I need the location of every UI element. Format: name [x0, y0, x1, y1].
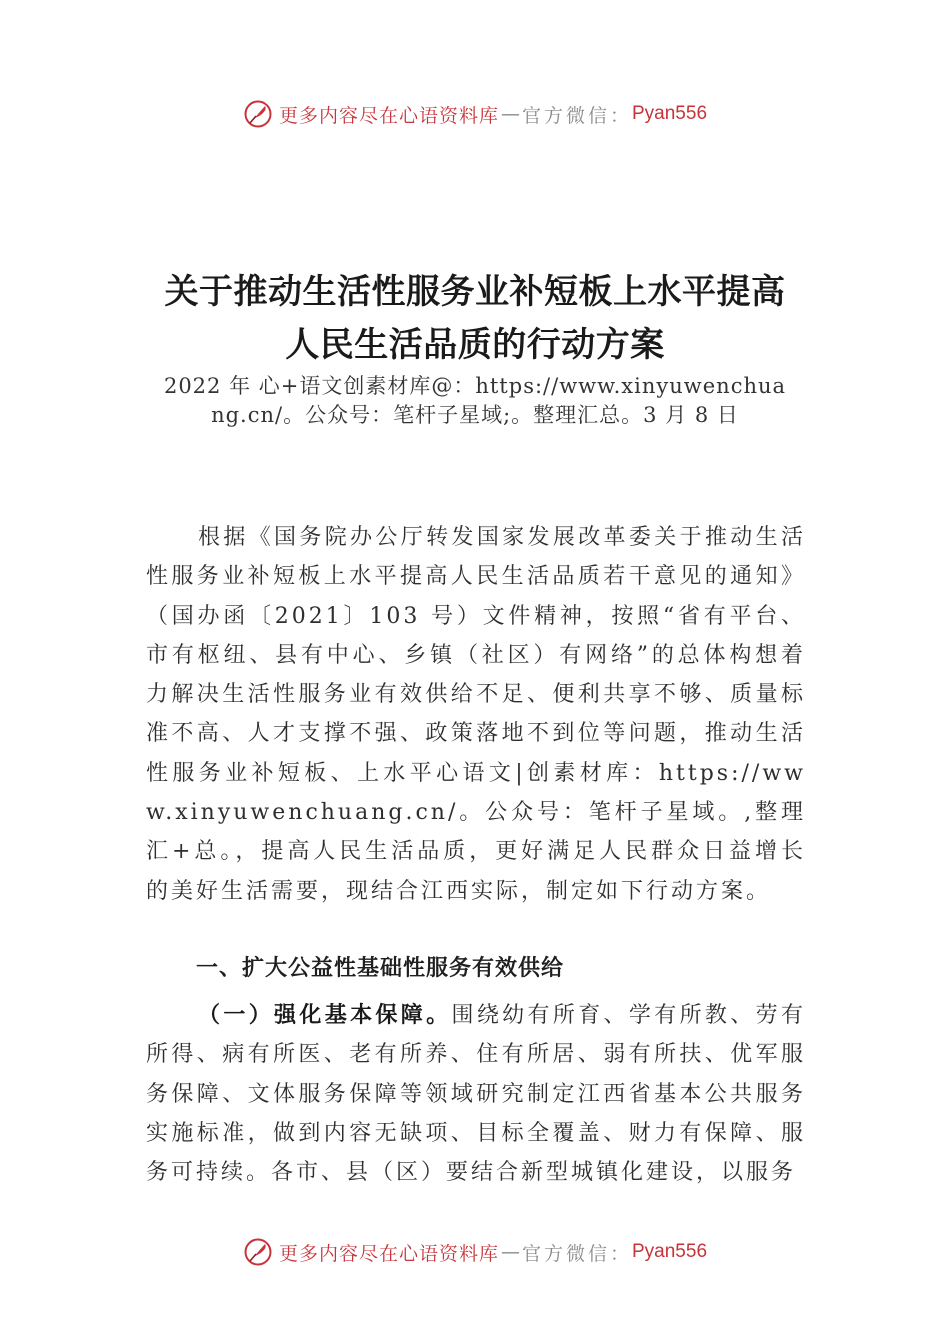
banner-text: 更多内容尽在心语资料库 [278, 1242, 499, 1265]
paragraph-2-body: 围绕幼有所育、学有所教、劳有所得、病有所医、老有所养、住有所居、弱有所扶、优军服务保障、文体服务保障等领域研究制定江西省基本公共服务实施标准，做到内容无缺项、目标全覆盖、财力有保障、服务可持续。各市、县（区）要结合新型城镇化建设，以服务 [146, 1003, 806, 1186]
paragraph-2-lead: （一）强化基本保障。 [198, 1002, 452, 1028]
paragraph-2 [146, 996, 806, 1192]
banner-separator: — [500, 103, 520, 125]
section-heading-1: 一、扩大公益性基础性服务有效供给 [196, 956, 565, 981]
banner-text: 更多内容尽在心语资料库 [278, 104, 499, 127]
document-title-line2: 人民生活品质的行动方案 [285, 325, 665, 365]
quill-logo-icon [243, 1237, 273, 1267]
footer-banner [0, 1232, 950, 1272]
banner-official-label: 官方微信： [521, 104, 632, 127]
banner-wechat-id: Pyan556 [632, 103, 708, 124]
paragraph-1: 根据《国务院办公厅转发国家发展改革委关于推动生活性服务业补短板上水平提高人民生活品质若干意见的通知》（国办函〔2021〕103 号）文件精神，按照“省有平台、市有枢纽、县有中心、乡镇（社区）有网络”的总体构想着力解决生活性服务业有效供给不足、便利共享不够、质量标准不高、人才支撑不强、政策落地不到位等问题，推动生活性服务业补短板、上水平心语文|创素材库：https://www.xinyuwenchuang.cn/。公众号：笔杆子星域。,整理汇+总。，提高人民生活品质，更好满足人民群众日益增长的美好生活需要，现结合江西实际，制定如下行动方案。 [146, 525, 806, 904]
document-meta: 2022 年 心+语文创素材库@：https://www.xinyuwenchuang.cn/。公众号：笔杆子星域;。整理汇总。3 月 8 日 [163, 374, 787, 427]
header-banner [0, 94, 950, 134]
banner-separator: — [500, 1241, 520, 1263]
quill-logo-icon [243, 99, 273, 129]
document-title-line1: 关于推动生活性服务业补短板上水平提高 [164, 272, 786, 312]
banner-official-label: 官方微信： [521, 1242, 632, 1265]
banner-wechat-id: Pyan556 [632, 1241, 708, 1262]
